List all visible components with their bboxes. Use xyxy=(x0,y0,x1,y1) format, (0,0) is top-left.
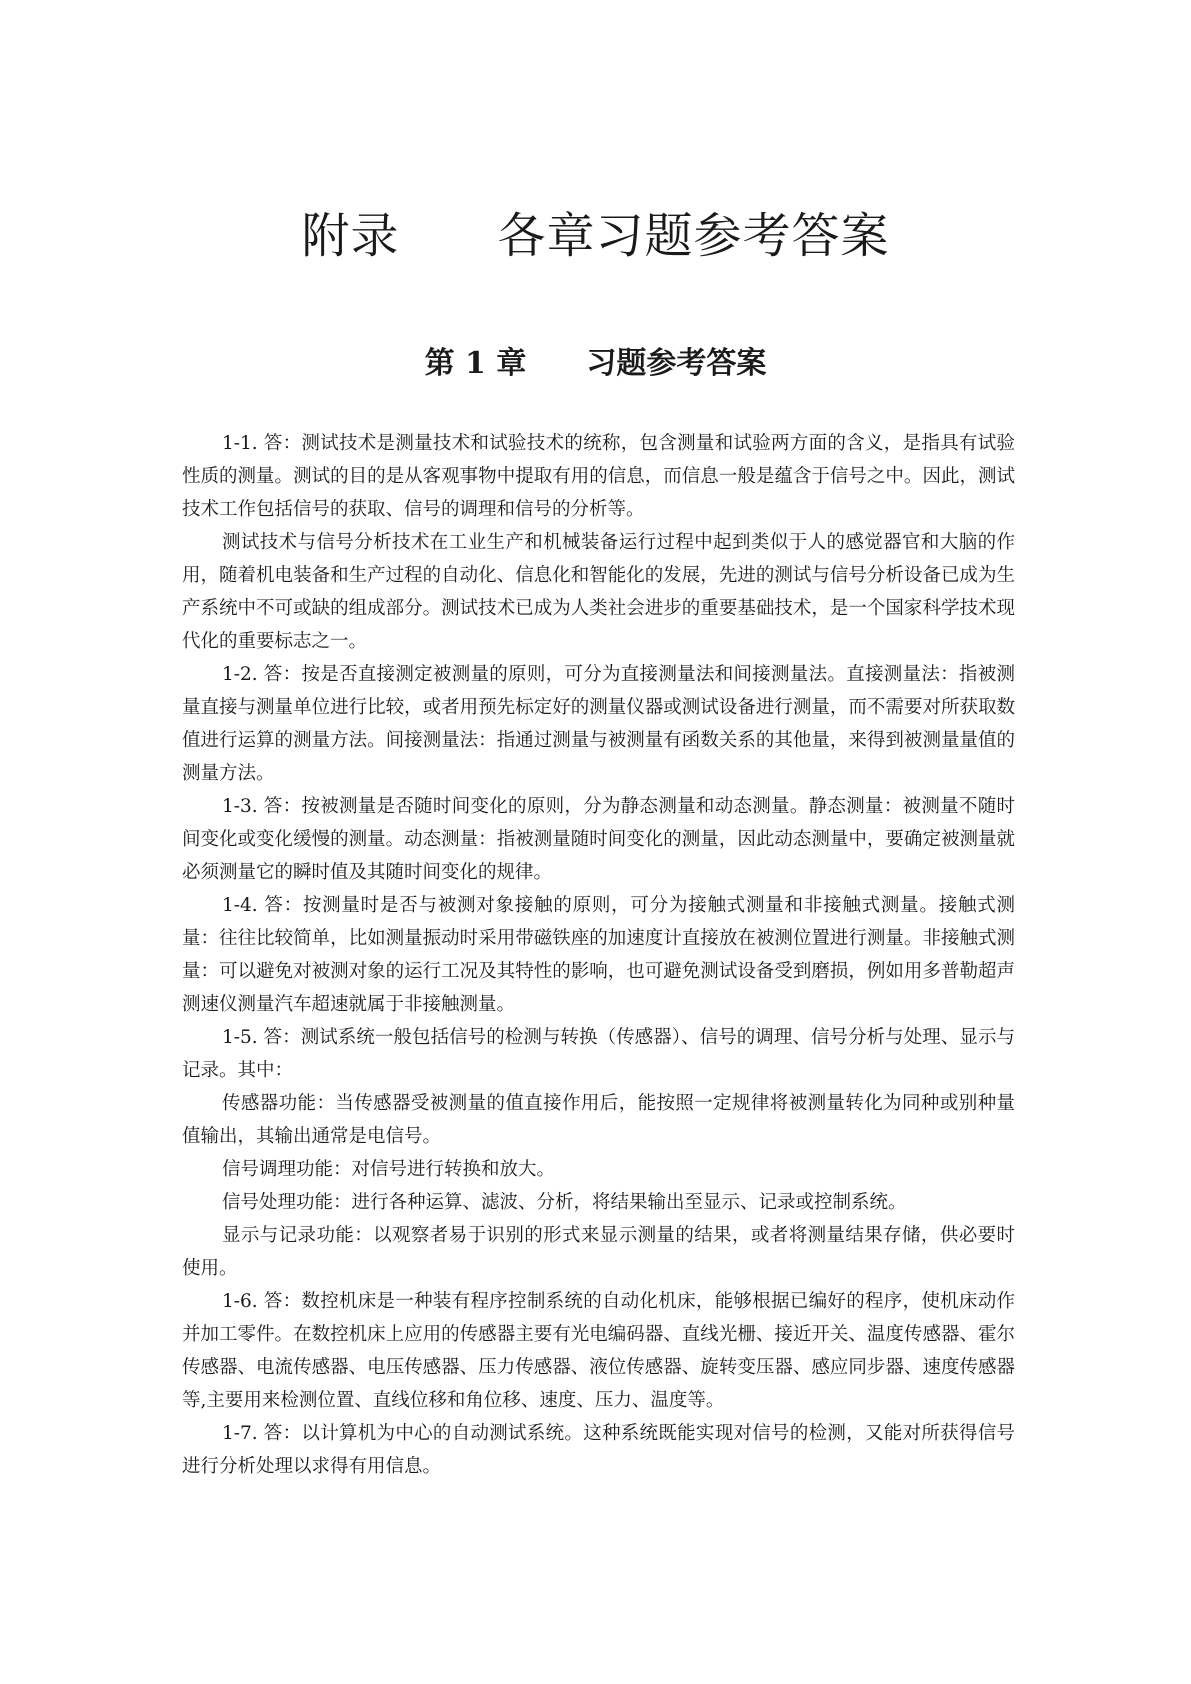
answer-paragraph: 1-6. 答：数控机床是一种装有程序控制系统的自动化机床，能够根据已编好的程序，使机床动作并加工零件。在数控机床上应用的传感器主要有光电编码器、直线光栅、接近开关、温度传感器、霍尔传感器、电流传感器、电压传感器、压力传感器、液位传感器、旋转变压器、感应同步器、速度传感器等,主要用来检测位置、直线位移和角位移、速度、压力、温度等。 xyxy=(182,1291,1015,1411)
answer-paragraph: 1-5. 答：测试系统一般包括信号的检测与转换（传感器）、信号的调理、信号分析与处理、显示与记录。其中： xyxy=(182,1027,1015,1081)
answer-paragraph: 1-7. 答：以计算机为中心的自动测试系统。这种系统既能实现对信号的检测，又能对所获得信号进行分析处理以求得有用信息。 xyxy=(182,1423,1015,1477)
answer-paragraph: 1-3. 答：按被测量是否随时间变化的原则，分为静态测量和动态测量。静态测量：被测量不随时间变化或变化缓慢的测量。动态测量：指被测量随时间变化的测量，因此动态测量中，要确定被测量就必须测量它的瞬时值及其随时间变化的规律。 xyxy=(182,796,1015,883)
appendix-title: 附录 各章习题参考答案 xyxy=(301,208,890,264)
answer-paragraph: 信号处理功能：进行各种运算、滤波、分析，将结果输出至显示、记录或控制系统。 xyxy=(222,1192,907,1213)
answer-paragraph: 显示与记录功能：以观察者易于识别的形式来显示测量的结果，或者将测量结果存储，供必要时使用。 xyxy=(182,1225,1015,1279)
answer-paragraph: 1-2. 答：按是否直接测定被测量的原则，可分为直接测量法和间接测量法。直接测量法：指被测量直接与测量单位进行比较，或者用预先标定好的测量仪器或测试设备进行测量，而不需要对所获取数值进行运算的测量方法。间接测量法：指通过测量与被测量有函数关系的其他量，来得到被测量量值的测量方法。 xyxy=(182,664,1015,784)
answer-paragraph: 信号调理功能：对信号进行转换和放大。 xyxy=(222,1159,556,1180)
chapter-title: 第 1 章 习题参考答案 xyxy=(424,346,767,381)
answer-paragraph: 测试技术与信号分析技术在工业生产和机械装备运行过程中起到类似于人的感觉器官和大脑的作用，随着机电装备和生产过程的自动化、信息化和智能化的发展，先进的测试与信号分析设备已成为生产系统中不可或缺的组成部分。测试技术已成为人类社会进步的重要基础技术，是一个国家科学技术现代化的重要标志之一。 xyxy=(182,532,1015,652)
answer-paragraph: 1-1. 答：测试技术是测量技术和试验技术的统称，包含测量和试验两方面的含义，是指具有试验性质的测量。测试的目的是从客观事物中提取有用的信息，而信息一般是蕴含于信号之中。因此，测试技术工作包括信号的获取、信号的调理和信号的分析等。 xyxy=(182,433,1015,520)
answer-body xyxy=(182,427,1015,1483)
answer-paragraph: 传感器功能：当传感器受被测量的值直接作用后，能按照一定规律将被测量转化为同种或别种量值输出，其输出通常是电信号。 xyxy=(182,1093,1015,1147)
answer-paragraph: 1-4. 答：按测量时是否与被测对象接触的原则，可分为接触式测量和非接触式测量。接触式测量：往往比较简单，比如测量振动时采用带磁铁座的加速度计直接放在被测位置进行测量。非接触式测量：可以避免对被测对象的运行工况及其特性的影响，也可避免测试设备受到磨损，例如用多普勒超声测速仪测量汽车超速就属于非接触测量。 xyxy=(182,895,1015,1015)
